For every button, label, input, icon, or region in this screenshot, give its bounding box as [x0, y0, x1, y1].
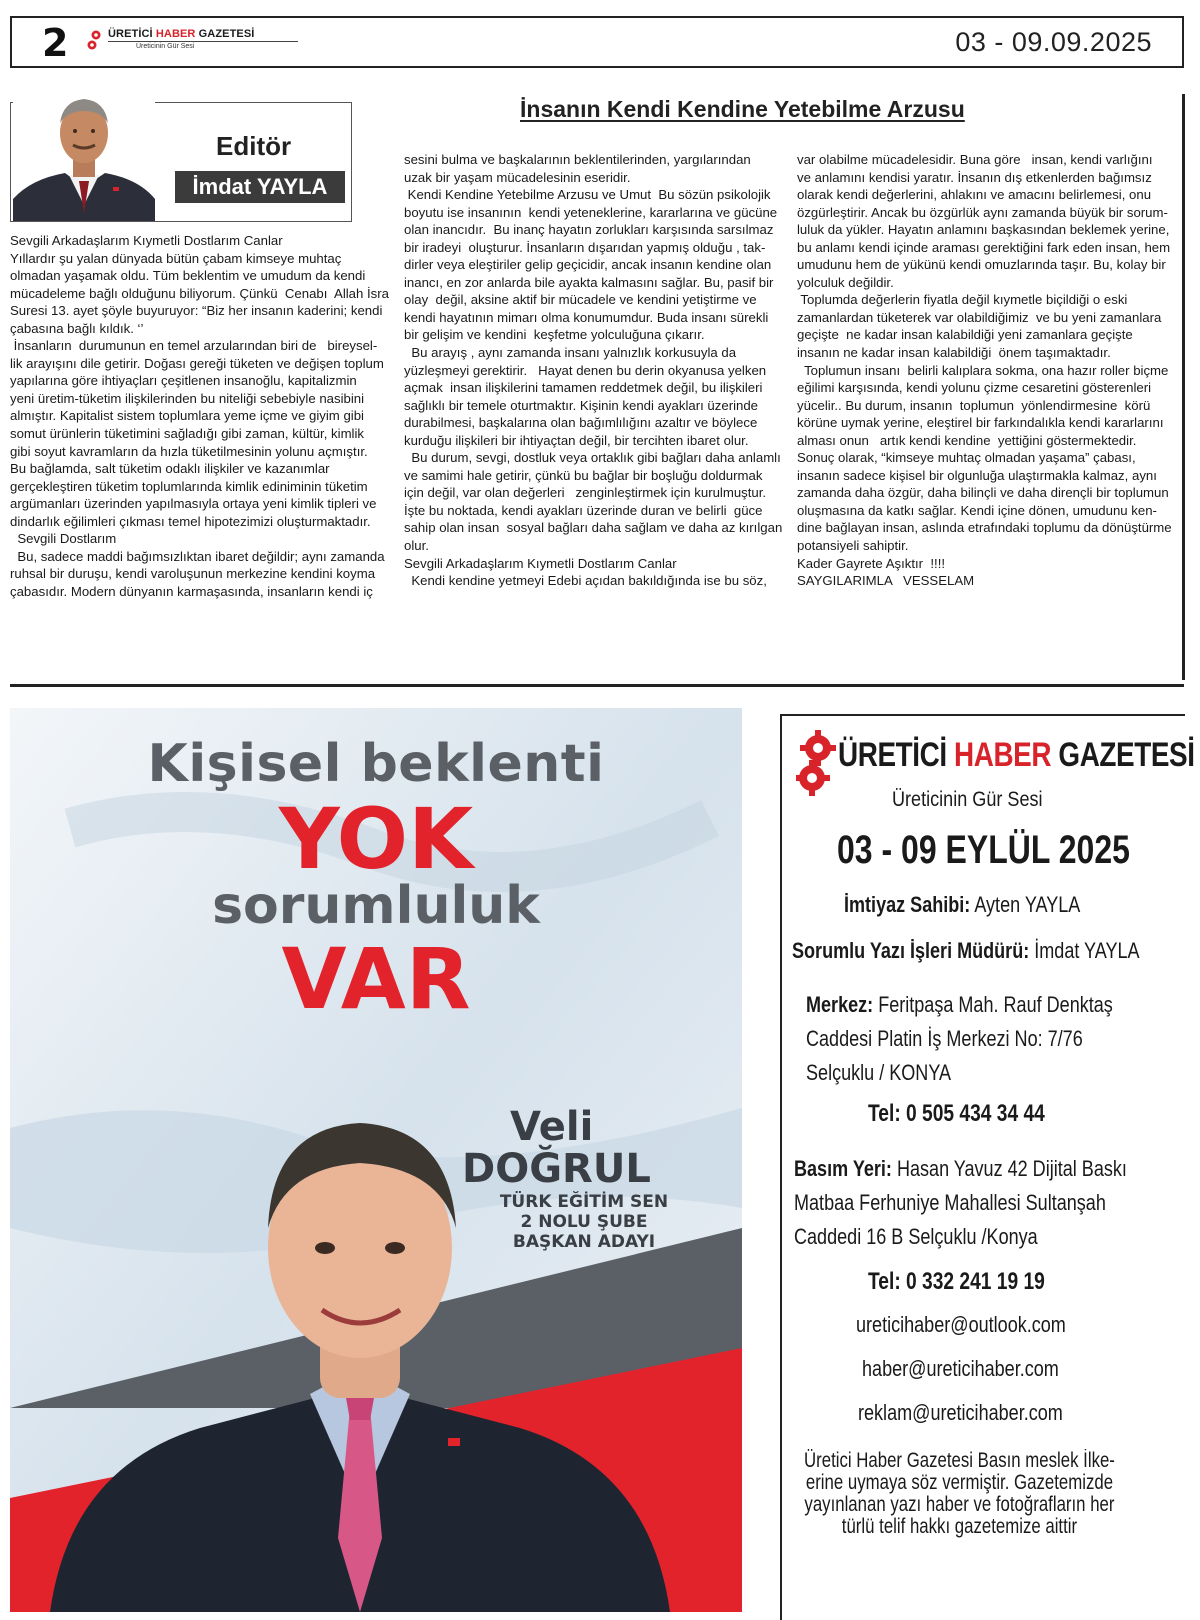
article-line: Suresi 13. ayet şöyle buyuruyor: “Biz her insanın kaderini; kendi	[10, 303, 383, 319]
section-divider	[10, 684, 1184, 687]
article-line: açmak insan ilişkilerini tamamen reddetmek değil, bu ilişkileri	[404, 380, 763, 396]
article-line: inancı, en zor anlarda bile ayakta kalmasını sağlar. Bu, pasif bir	[404, 274, 774, 290]
article-line: için değil, var olan değerleri zenginleştirmek için kurulmuştur.	[404, 485, 767, 501]
article-line: geçişte ne kadar insan kalabildiği yeni zamanlara geçişte	[797, 327, 1133, 343]
masthead-email-1: ureticihaber@outlook.com	[856, 1312, 1066, 1337]
article-line: yüzleşmeyi gerektirir. Hayat denen bu derin okyanusa yelken	[404, 362, 767, 378]
gear-icon	[86, 28, 106, 52]
article-line: Kendi Kendine Yetebilme Arzusu ve Umut Bu sözün psikolojik	[404, 187, 771, 203]
masthead-editor: Sorumlu Yazı İşleri Müdürü: İmdat YAYLA	[792, 938, 1140, 963]
article-line: umudunu hem de yükünü kendi omuzlarında taşır. Bu, kolay bir	[797, 257, 1166, 273]
candidate-role-1: TÜRK EĞİTİM SEN	[499, 1192, 669, 1212]
article-line: olay değil, aksine aktif bir mücadele ve kendini yetiştirme ve	[404, 292, 757, 308]
article-column-1	[10, 232, 389, 600]
header-logo-name: ÜRETİCİ HABER GAZETESİ	[108, 28, 255, 40]
masthead-print: Basım Yeri: Hasan Yavuz 42 Dijital Baskı Matbaa Ferhuniye Mahallesi Sultanşah Caddedi 16 B Selçuklu /Konya	[794, 1156, 1127, 1249]
header-logo-rule	[108, 41, 298, 42]
page-header	[10, 16, 1184, 68]
article-line: oluşmasına da katkı sağlar. Kendi içine dönen, umudunu ken-	[797, 502, 1157, 518]
article-line: sahip olan insan sosyal bağları daha sağlam ve daha az kırılgan	[404, 520, 783, 536]
article-line: SAYGILARIMLA VESSELAM	[797, 573, 975, 589]
article-line: Sevgili Arkadaşlarım Kıymetli Dostlarım Canlar	[10, 233, 283, 248]
article-line: sağlıklı bir temele oturtmaktır. Kişinin kendi ayakları üzerinde	[404, 397, 759, 413]
article-line: almıştır. Kapitalist sistem toplumlara yeme içme ve giyim gibi	[10, 408, 364, 424]
article-line: kurduğu ilişkileri bir ihtiyaçtan değil, bir tercihten ibaret olur.	[404, 432, 749, 448]
masthead-center: Merkez: Feritpaşa Mah. Rauf Denktaş Caddesi Platin İş Merkezi No: 7/76 Selçuklu / KONYA	[806, 992, 1113, 1085]
article-line: bir iradeyi oluşturur. İnsanların dışarıdan yapmış olduğu , tak-	[404, 239, 766, 255]
article-line: körüne uymak yerine, eleştirel bir farkındalıkla kendi kararlarını	[797, 415, 1164, 431]
article-line: Kendi kendine yetmeyi Edebi açıdan bakıldığında ise bu söz,	[404, 573, 767, 589]
article-line: İnsanların durumunun en temel arzularından biri de bireysel-	[10, 338, 378, 354]
article-line: gerçekleştiren tüketim toplumlarında kimlik ediniminin tüketim	[10, 478, 368, 494]
article-line: Toplumun insanı belirli kalıplara sokma, ona hazır roller biçme	[797, 362, 1169, 378]
masthead-note: Üretici Haber Gazetesi Basın meslek İlke- erine uymaya söz vermiştir. Gazetemizde yayınlanan yazı haber ve fotoğrafların her türlü telif hakkı gazetemize aittir	[804, 1449, 1115, 1538]
masthead-box	[780, 714, 1195, 1620]
article-line: yapılarına göre ihtiyaçları çeşitlenen insanoğlu, kapitalizmin	[10, 373, 357, 389]
article-line: durabilmesi, başkalarına olan bağımlılığını azaltır ve böylece	[404, 415, 758, 431]
article-line: kendi hayatının mimarı olma konumumdur. Buda insanı sürekli	[404, 309, 769, 325]
article-line: dirler veya eleştiriler gelip geçicidir, ancak insanın kendine olan	[404, 257, 772, 273]
article-line: olur.	[404, 538, 429, 554]
article-line: olarak kendi değerlerini, ahlakını ve amacını belirlemesi, onu	[797, 187, 1152, 203]
masthead-slogan: Üreticinin Gür Sesi	[892, 788, 1043, 811]
article-line: Sevgili Dostlarım	[10, 531, 117, 547]
ad-line-1: Kişisel beklenti	[147, 734, 605, 794]
article-line: Bu, sadece maddi bağımsızlıktan ibaret değildir; aynı zamanda	[10, 548, 385, 564]
page-number: 2	[42, 21, 69, 65]
candidate-first-name: Veli	[510, 1104, 594, 1150]
article-line: uzak bir yaşam mücadelesinin eseridir.	[404, 169, 631, 185]
campaign-ad	[10, 708, 742, 1612]
article-line: luluk da yükler. Hayatın anlamını başkasından beklemek yerine,	[797, 222, 1170, 238]
editor-box	[10, 102, 352, 222]
article-line: Sonuç olarak, “kimseye muhtaç olmadan yaşama” çabası,	[797, 450, 1136, 466]
column-rule	[1182, 94, 1185, 680]
article-line: ve samimi hale getirir, çünkü bu bağlar bir boşluğu doldurmak	[404, 467, 763, 483]
article-line: çabasıdır. Modern dünyanın karmaşasında, insanların kendi iç	[10, 583, 373, 599]
article-line: zamanlardan tüketerek var olabildiğimiz ve bu yeni zamanlara	[797, 309, 1162, 325]
masthead-owner: İmtiyaz Sahibi: Ayten YAYLA	[844, 892, 1081, 917]
candidate-role-3: BAŞKAN ADAYI	[512, 1232, 656, 1252]
article-line: yücelir.. Bu durum, insanın toplumun yönlendirmesine körü	[797, 397, 1151, 413]
article-line: çabasına bağlı kıldık. ‘’	[10, 320, 144, 336]
header-logo-slogan: Üreticinin Gür Sesi	[136, 43, 195, 50]
editor-photo	[13, 87, 155, 221]
article-line: dindarlık eğilimleri çıkması temel hipotezimizi oluşturmaktadır.	[10, 513, 371, 529]
candidate-role-2: 2 NOLU ŞUBE	[520, 1212, 648, 1232]
article-line: Yıllardır şu yalan dünyada bütün çabam kimseye muhtaç	[10, 250, 342, 266]
article-line: eğilimi karşısında, kendi yolunu çizme cesaretini gösterenleri	[797, 380, 1152, 396]
article-column-2	[404, 151, 782, 590]
candidate-last-name: DOĞRUL	[462, 1146, 651, 1192]
masthead-date: 03 - 09 EYLÜL 2025	[837, 828, 1130, 872]
article-line: somut ürünlerin tüketimini sağladığı gibi zaman, kültür, kimlik	[10, 426, 365, 442]
issue-date: 03 - 09.09.2025	[955, 27, 1152, 57]
article-line: İşte bu noktada, kendi ayakları üzerinde duran ve belirli güce	[404, 502, 763, 518]
ad-line-3: sorumluluk	[212, 876, 540, 936]
article-line: zamanda daha özgür, daha bilinçli ve daha dirençli bir toplumun	[797, 485, 1169, 501]
article-line: insanın ne kadar insan kalabildiği önem taşımaktadır.	[797, 345, 1111, 361]
article-line: gibi soyut kavramların da hızla tüketilmesinin yolunu açmıştır.	[10, 443, 368, 459]
article-line: sesini bulma ve başkalarının beklentilerinden, yargılarından	[404, 152, 751, 167]
article-line: insanın sadece kişisel bir olgunluğa ulaştırmakla kalmaz, aynı	[797, 467, 1157, 483]
gear-icon	[796, 730, 838, 796]
editor-label: Editör	[216, 131, 292, 161]
article-column-3	[797, 151, 1172, 590]
article-line: alması onun artık kendi kendine yettiğini göstermektedir.	[797, 432, 1137, 448]
masthead-tel-2: Tel: 0 332 241 19 19	[868, 1268, 1045, 1295]
article-line: yolculuk değildir.	[797, 274, 894, 290]
article-line: lik arayışını dile getirir. Doğası gereği tüketen ve değişen toplum	[10, 355, 384, 371]
masthead-email-2: haber@ureticihaber.com	[862, 1356, 1059, 1381]
article-line: bir gelişim ve kendini keşfetme yolculuğuna çıkarır.	[404, 327, 705, 343]
article-line: ruhsal bir duruşu, kendi varoluşunun merkezine kendini koyma	[10, 566, 376, 582]
article-line: Bu arayış , aynı zamanda insanı yalnızlık korkusuyla da	[404, 345, 737, 361]
ad-line-4: VAR	[281, 930, 471, 1028]
article-line: dine bağlayan insan, aslında etrafındaki toplumu da dönüştürme	[797, 520, 1172, 536]
article-line: olmadan yaşamak oldu. Tüm beklentim ve umudum da kendi	[10, 268, 366, 284]
article-line: boyutu ise insanının kendi yeteneklerine, kararlarına ve gücüne	[404, 204, 778, 220]
article-headline: İnsanın Kendi Kendine Yetebilme Arzusu	[520, 96, 965, 122]
article-line: Bu bağlamda, salt tüketim odaklı ilişkiler ve kazanımlar	[10, 461, 330, 477]
article-line: mücadeleme bağlı olduğunu biliyorum. Çünkü Cenabı Allah İsra	[10, 285, 389, 301]
article-line: Toplumda değerlerin fiyatla değil kıymetle biçildiği o eski	[797, 292, 1128, 308]
masthead-name: ÜRETİCİ HABER GAZETESİ	[838, 736, 1195, 774]
article-line: Sevgili Arkadaşlarım Kıymetli Dostlarım Canlar	[404, 555, 677, 571]
article-line: yeni üretim-tüketim ilişkilerinden bu niteliği sebebiyle nasibini	[10, 390, 365, 406]
article-line: Bu durum, sevgi, dostluk veya ortaklık gibi bağları daha anlamlı	[404, 450, 781, 466]
article-line: Kader Gayrete Aşıktır !!!!	[797, 555, 946, 571]
article-line: olan inancıdır. Bu inanç hayatın zorlukları karşısında sarsılmaz	[404, 222, 774, 238]
article-line: bu anlamı kendi içinde araması gerektiğini fark eden insan, hem	[797, 239, 1171, 255]
ad-line-2: YOK	[278, 790, 474, 888]
article-line: var olabilme mücadelesidir. Buna göre insan, kendi varlığını	[797, 152, 1153, 167]
masthead-tel-1: Tel: 0 505 434 34 44	[868, 1100, 1045, 1127]
article-line: argümanları üzerinden yapılmasıyla ortaya yeni kimlik tipleri ve	[10, 496, 377, 512]
editor-name: İmdat YAYLA	[175, 171, 345, 203]
article-line: ve anlamını kendisi yaratır. İnsanın dış etkenlerden bağımsız	[797, 169, 1152, 185]
masthead-email-3: reklam@ureticihaber.com	[858, 1400, 1063, 1425]
article-line: potansiyeli sahiptir.	[797, 538, 909, 554]
article-line: özgürleştirir. Ancak bu özgürlük aynı zamanda büyük bir sorum-	[797, 204, 1168, 220]
